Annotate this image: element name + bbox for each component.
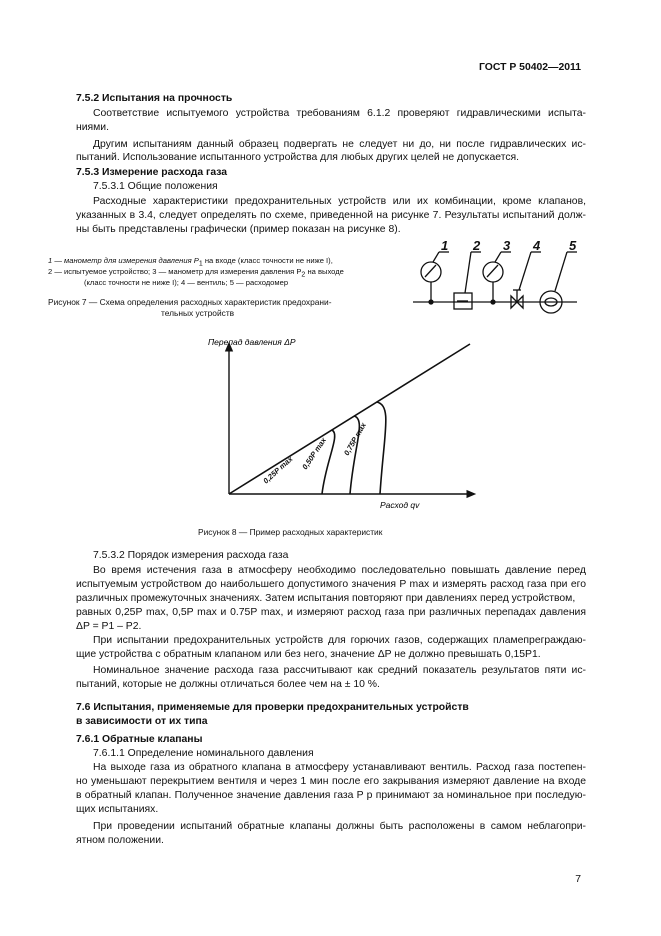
paragraph-line: в обратный клапан. Полученное значение давления газа P p принимают за номинальное при последую- <box>76 790 586 801</box>
paragraph-line: ны быть представлены графически (пример показан на рисунке 8). <box>76 224 401 235</box>
paragraph-line: Во время истечения газа в атмосферу необходимо последовательно повышать давление перед <box>93 565 586 576</box>
x-axis-label: Расход qv <box>380 500 420 510</box>
component-label: 1 <box>441 238 449 253</box>
document-id: ГОСТ Р 50402—2011 <box>479 62 581 73</box>
series-label-0-50: 0,50P max <box>300 435 329 472</box>
subsection-title: 7.5.3.1 Общие положения <box>93 181 218 192</box>
figure-7-legend-line: 1 — манометр для измерения давления $P_1$ на входе (класс точности не ниже I), <box>48 256 333 268</box>
figure-7-caption: Рисунок 7 — Схема определения расходных характеристик предохрани- <box>48 297 332 307</box>
figure-8-caption: Рисунок 8 — Пример расходных характеристик <box>198 527 383 537</box>
component-label: 5 <box>569 238 577 253</box>
paragraph-line: Номинальное значение расхода газа рассчитывают как средний показатель результатов пяти ис- <box>93 665 586 676</box>
component-label: 2 <box>473 238 481 253</box>
paragraph-line: пытаний, которые не должны отличаться более чем на ± 10 %. <box>76 679 380 690</box>
section-7-6-title: 7.6 Испытания, применяемые для проверки предохранительных устройств <box>76 702 469 713</box>
section-7-5-3-title: 7.5.3 Измерение расхода газа <box>76 167 228 178</box>
paragraph-line: различных промежуточных значениях. Затем испытания повторяют при давлениях перед устройством, <box>76 593 576 604</box>
paragraph-line: щие устройства с обратным клапаном или без него, значение ΔP не должно превышать 0,15P1. <box>76 649 541 660</box>
paragraph-line: При проведении испытаний обратные клапаны должны быть расположены в самом неблагопри- <box>93 821 586 832</box>
component-label: 4 <box>533 238 541 253</box>
pressure-gauge-icon <box>483 262 503 282</box>
section-7-5-2-title: 7.5.2 Испытания на прочность <box>76 93 233 104</box>
paragraph-line: Другим испытаниям данный образец подвергать не следует ни до, ни после гидравлических ис- <box>93 139 586 150</box>
subsection-title: 7.6.1.1 Определение номинального давления <box>93 748 314 759</box>
page-number: 7 <box>575 874 581 885</box>
paragraph-line: На выходе газа из обратного клапана в атмосферу устанавливают вентиль. Расход газа постепен- <box>93 762 586 773</box>
component-label: 3 <box>503 238 511 253</box>
paragraph-line: ΔP = P1 – P2. <box>76 621 142 632</box>
series-curve <box>377 402 386 494</box>
figure-7-schematic <box>405 238 595 320</box>
figure-7-legend-line: 2 — испытуемое устройство; 3 — манометр для измерения давления $P_2$ на выходе <box>48 267 344 279</box>
paragraph-line: пытаний. Использование испытанного устройства для любых других целей не допускается. <box>76 152 520 163</box>
paragraph-line: щих испытаниях. <box>76 804 159 815</box>
section-7-6-1-title: 7.6.1 Обратные клапаны <box>76 734 203 745</box>
paragraph-line: Расходные характеристики предохранительных устройств или их комбинации, кроме клапанов, <box>93 196 586 207</box>
y-axis-label: Перепад давления ΔP <box>208 337 296 347</box>
paragraph-line: При испытании предохранительных устройств для горючих газов, содержащих пламепреграждаю- <box>93 635 586 646</box>
paragraph-line: Соответствие испытуемого устройства требованиям 6.1.2 проверяют гидравлическими испыта- <box>93 108 586 119</box>
paragraph-line: равных 0,25P max, 0,5P max и 0.75P max, и измеряют расход газа при различных перепадах давления <box>76 607 586 618</box>
pressure-gauge-icon <box>421 262 441 282</box>
section-7-6-title: в зависимости от их типа <box>76 716 208 727</box>
paragraph-line: но уменьшают перекрытием вентиля и через 1 мин после его закрывания измеряют давление на входе <box>76 776 586 787</box>
paragraph-line: ниями. <box>76 122 110 133</box>
paragraph-line: испытуемым устройством до наибольшего допустимого значения P max и измерять расход газа при его <box>76 579 586 590</box>
figure-7-caption: тельных устройств <box>161 308 235 318</box>
paragraph-line: ятном положении. <box>76 835 164 846</box>
figure-8-chart <box>200 334 480 524</box>
subsection-title: 7.5.3.2 Порядок измерения расхода газа <box>93 550 289 561</box>
reference-line <box>229 344 470 494</box>
series-label-0-75: 0,75P max <box>341 420 368 457</box>
figure-7-legend-line: (класс точности не ниже I); 4 — вентиль; 5 — расходомер <box>84 278 289 287</box>
paragraph-line: указанных в 3.4, следует определять по схеме, приведенной на рисунке 7. Результаты испытаний долж- <box>76 210 586 221</box>
series-label-0-25: 0,25P max <box>261 454 295 486</box>
